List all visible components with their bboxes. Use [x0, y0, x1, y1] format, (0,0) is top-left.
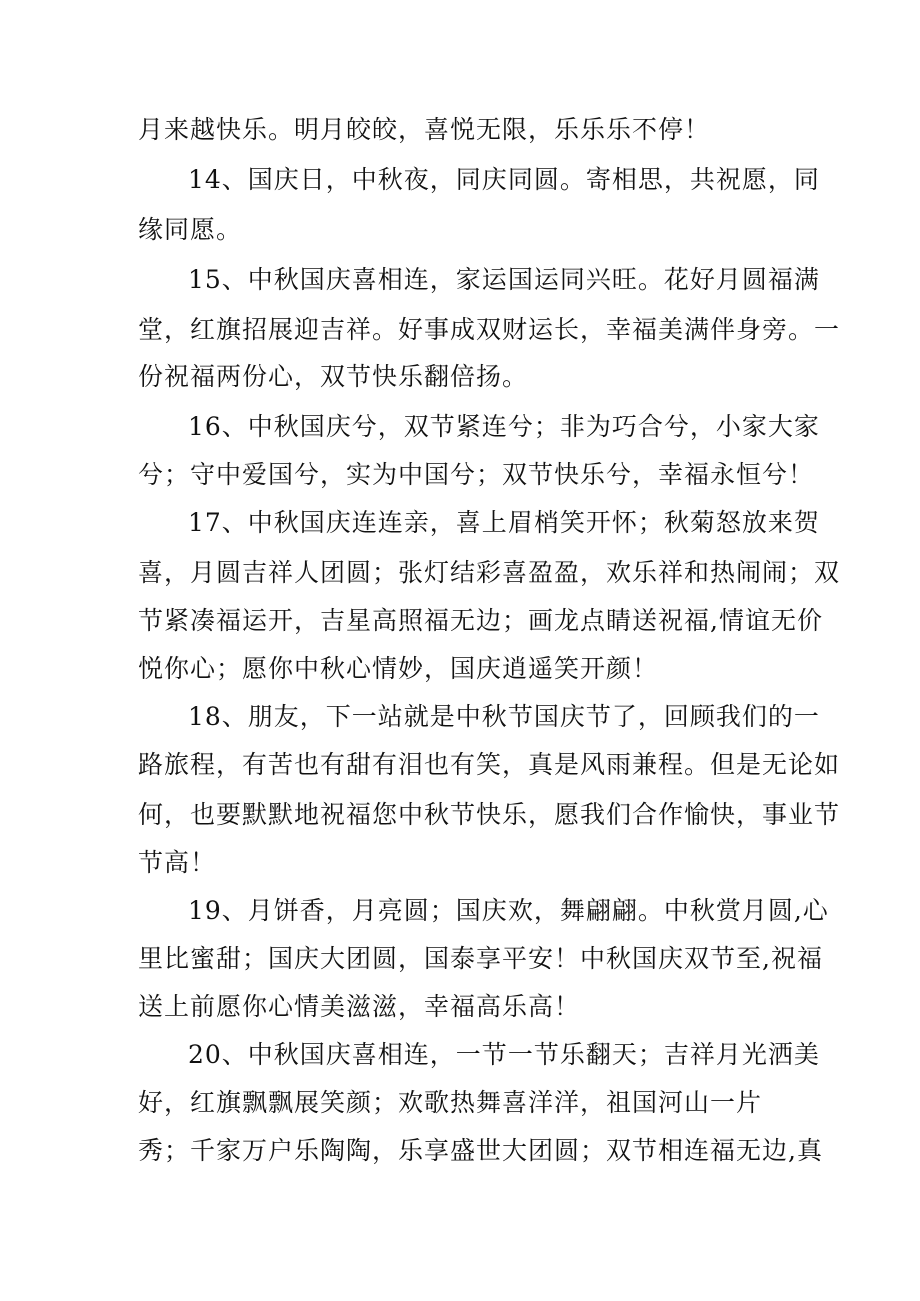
text-line: 路旅程，有苦也有甜有泪也有笑，真是风雨兼程。但是无论如 [138, 750, 841, 779]
text-line: 兮；守中爱国兮，实为中国兮；双节快乐兮，幸福永恒兮！ [138, 460, 815, 489]
text-line: 喜，月圆吉祥人团圆；张灯结彩喜盈盈，欢乐祥和热闹闹；双 [138, 558, 841, 587]
text-line: 送上前愿你心情美滋滋，幸福高乐高！ [138, 992, 581, 1021]
paragraph-17-line: 17、中秋国庆连连亲，喜上眉梢笑开怀；秋菊怒放来贺 [188, 508, 820, 537]
text-line: 缘同愿。 [138, 215, 243, 244]
text-line: 何，也要默默地祝福您中秋节快乐，愿我们合作愉快，事业节 [138, 800, 841, 829]
text-line: 秀；千家万户乐陶陶，乐享盛世大团圆；双节相连福无边,真 [138, 1136, 823, 1165]
text-line: 悦你心；愿你中秋心情妙，国庆逍遥笑开颜！ [138, 654, 659, 683]
paragraph-19-line: 19、月饼香，月亮圆；国庆欢，舞翩翩。中秋赏月圆,心 [188, 896, 829, 925]
paragraph-16-line: 16、中秋国庆兮，双节紧连兮；非为巧合兮，小家大家 [188, 412, 820, 441]
paragraph-14-line: 14、国庆日，中秋夜，同庆同圆。寄相思，共祝愿，同 [188, 165, 820, 194]
text-line: 里比蜜甜；国庆大团圆，国泰享平安！中秋国庆双节至,祝福 [138, 944, 823, 973]
paragraph-18-line: 18、朋友，下一站就是中秋节国庆节了，回顾我们的一 [188, 702, 820, 731]
text-line: 节紧凑福运开，吉星高照福无边；画龙点睛送祝福,情谊无价 [138, 606, 823, 635]
paragraph-15-line: 15、中秋国庆喜相连，家运国运同兴旺。花好月圆福满 [188, 265, 820, 294]
text-line: 月来越快乐。明月皎皎，喜悦无限，乐乐乐不停！ [138, 115, 711, 144]
text-line: 堂，红旗招展迎吉祥。好事成双财运长，幸福美满伴身旁。一 [138, 315, 841, 344]
text-line: 节高！ [138, 848, 217, 877]
paragraph-20-line: 20、中秋国庆喜相连，一节一节乐翻天；吉祥月光洒美 [188, 1040, 820, 1069]
text-line: 份祝福两份心，双节快乐翻倍扬。 [138, 362, 529, 391]
text-line: 好，红旗飘飘展笑颜；欢歌热舞喜洋洋，祖国河山一片 [138, 1088, 763, 1117]
